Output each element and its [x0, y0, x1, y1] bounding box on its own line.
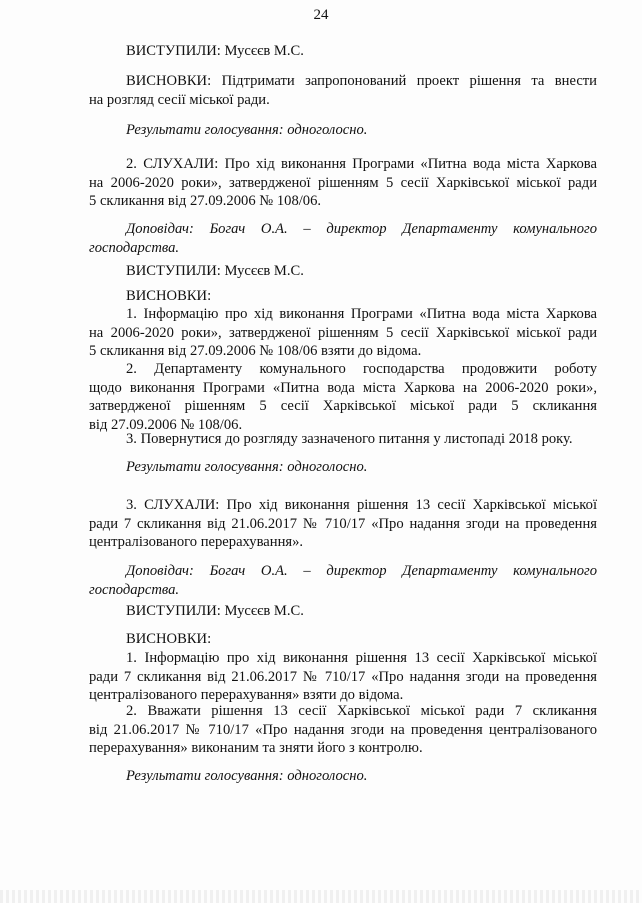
s3-conclusion-2: [89, 702, 597, 758]
s3-sluhaly-line: 3. СЛУХАЛИ: Про хід виконання рішення 13 сесії Харківської міської: [126, 497, 597, 513]
s1-vysnovky: [89, 72, 597, 109]
s3-conclusion-line: перерахування» виконаним та зняти його з контролю.: [89, 740, 423, 756]
s3-dopovidach-line: господарства.: [89, 581, 180, 598]
s3-sluhaly-line: ради 7 скликання від 21.06.2017 № 710/17 «Про надання згоди на проведення: [89, 515, 597, 532]
s2-conclusion-line: затвердженої рішенням 5 сесії Харківської міської ради 5 скликання: [89, 398, 597, 414]
s2-dopovidach-line: господарства.: [89, 239, 180, 256]
s2-dopovidach: [89, 220, 597, 257]
s2-sluhaly-line: на 2006-2020 роки», затвердженої рішенням 5 сесії Харківської міської ради: [89, 174, 597, 191]
s3-conclusion-line: 2. Вважати рішення 13 сесії Харківської міської ради 7 скликання: [126, 703, 597, 719]
s2-conclusion-line: від 27.09.2006 № 108/06.: [89, 416, 243, 433]
s2-conclusion-2: [89, 360, 597, 434]
s2-vystupyly: ВИСТУПИЛИ: Мусєєв М.С.: [126, 263, 304, 279]
s3-dopovidach: [89, 562, 597, 599]
s2-sluhaly: [89, 155, 597, 211]
s2-dopovidach-line: Доповідач: Богач О.А. – директор Департаменту комунального: [126, 221, 597, 237]
s3-conclusion-line: від 21.06.2017 № 710/17 «Про надання згоди на проведення централізованого: [89, 721, 597, 738]
s3-conclusion-line: 1. Інформацію про хід виконання рішення 13 сесії Харківської міської: [126, 650, 597, 666]
s2-result: Результати голосування: одноголосно.: [126, 459, 368, 475]
s2-conclusion-line: щодо виконання Програми «Питна вода міста Харкова на 2006-2020 роки»,: [89, 379, 597, 396]
s1-vystupyly: ВИСТУПИЛИ: Мусєєв М.С.: [126, 43, 304, 59]
s3-conclusion-1: [89, 649, 597, 705]
s2-conclusion-line: 1. Інформацію про хід виконання Програми «Питна вода міста Харкова: [126, 306, 597, 322]
s3-sluhaly: [89, 496, 597, 552]
s2-conclusion-3: 3. Повернутися до розгляду зазначеного питання у листопаді 2018 року.: [126, 431, 573, 447]
s2-conclusion-line: 2. Департаменту комунального господарства продовжити роботу: [126, 361, 597, 377]
s2-sluhaly-line: 2. СЛУХАЛИ: Про хід виконання Програми «Питна вода міста Харкова: [126, 156, 597, 172]
s2-vysnovky-heading: ВИСНОВКИ:: [126, 288, 212, 304]
s3-vysnovky-heading: ВИСНОВКИ:: [126, 631, 212, 647]
s1-vysnovky-line: на розгляд сесії міської ради.: [89, 91, 270, 108]
page-number: 24: [313, 7, 329, 23]
s3-conclusion-line: ради 7 скликання від 21.06.2017 № 710/17 «Про надання згоди на проведення: [89, 668, 597, 685]
scan-edge: [0, 890, 642, 903]
s3-result: Результати голосування: одноголосно.: [126, 768, 368, 784]
s2-sluhaly-line: 5 скликання від 27.09.2006 № 108/06.: [89, 193, 322, 209]
s1-vysnovky-line: ВИСНОВКИ: Підтримати запропонований проект рішення та внести: [126, 73, 597, 89]
s3-sluhaly-line: централізованого перерахування».: [89, 534, 304, 550]
s3-vystupyly: ВИСТУПИЛИ: Мусєєв М.С.: [126, 603, 304, 619]
s2-conclusion-1: [89, 305, 597, 361]
s3-dopovidach-line: Доповідач: Богач О.А. – директор Департаменту комунального: [126, 563, 597, 579]
s2-conclusion-line: на 2006-2020 роки», затвердженої рішенням 5 сесії Харківської міської ради: [89, 324, 597, 341]
s1-result: Результати голосування: одноголосно.: [126, 122, 368, 138]
s3-conclusion-line: централізованого перерахування» взяти до відома.: [89, 687, 404, 703]
s2-conclusion-line: 5 скликання від 27.09.2006 № 108/06 взяти до відома.: [89, 343, 422, 359]
